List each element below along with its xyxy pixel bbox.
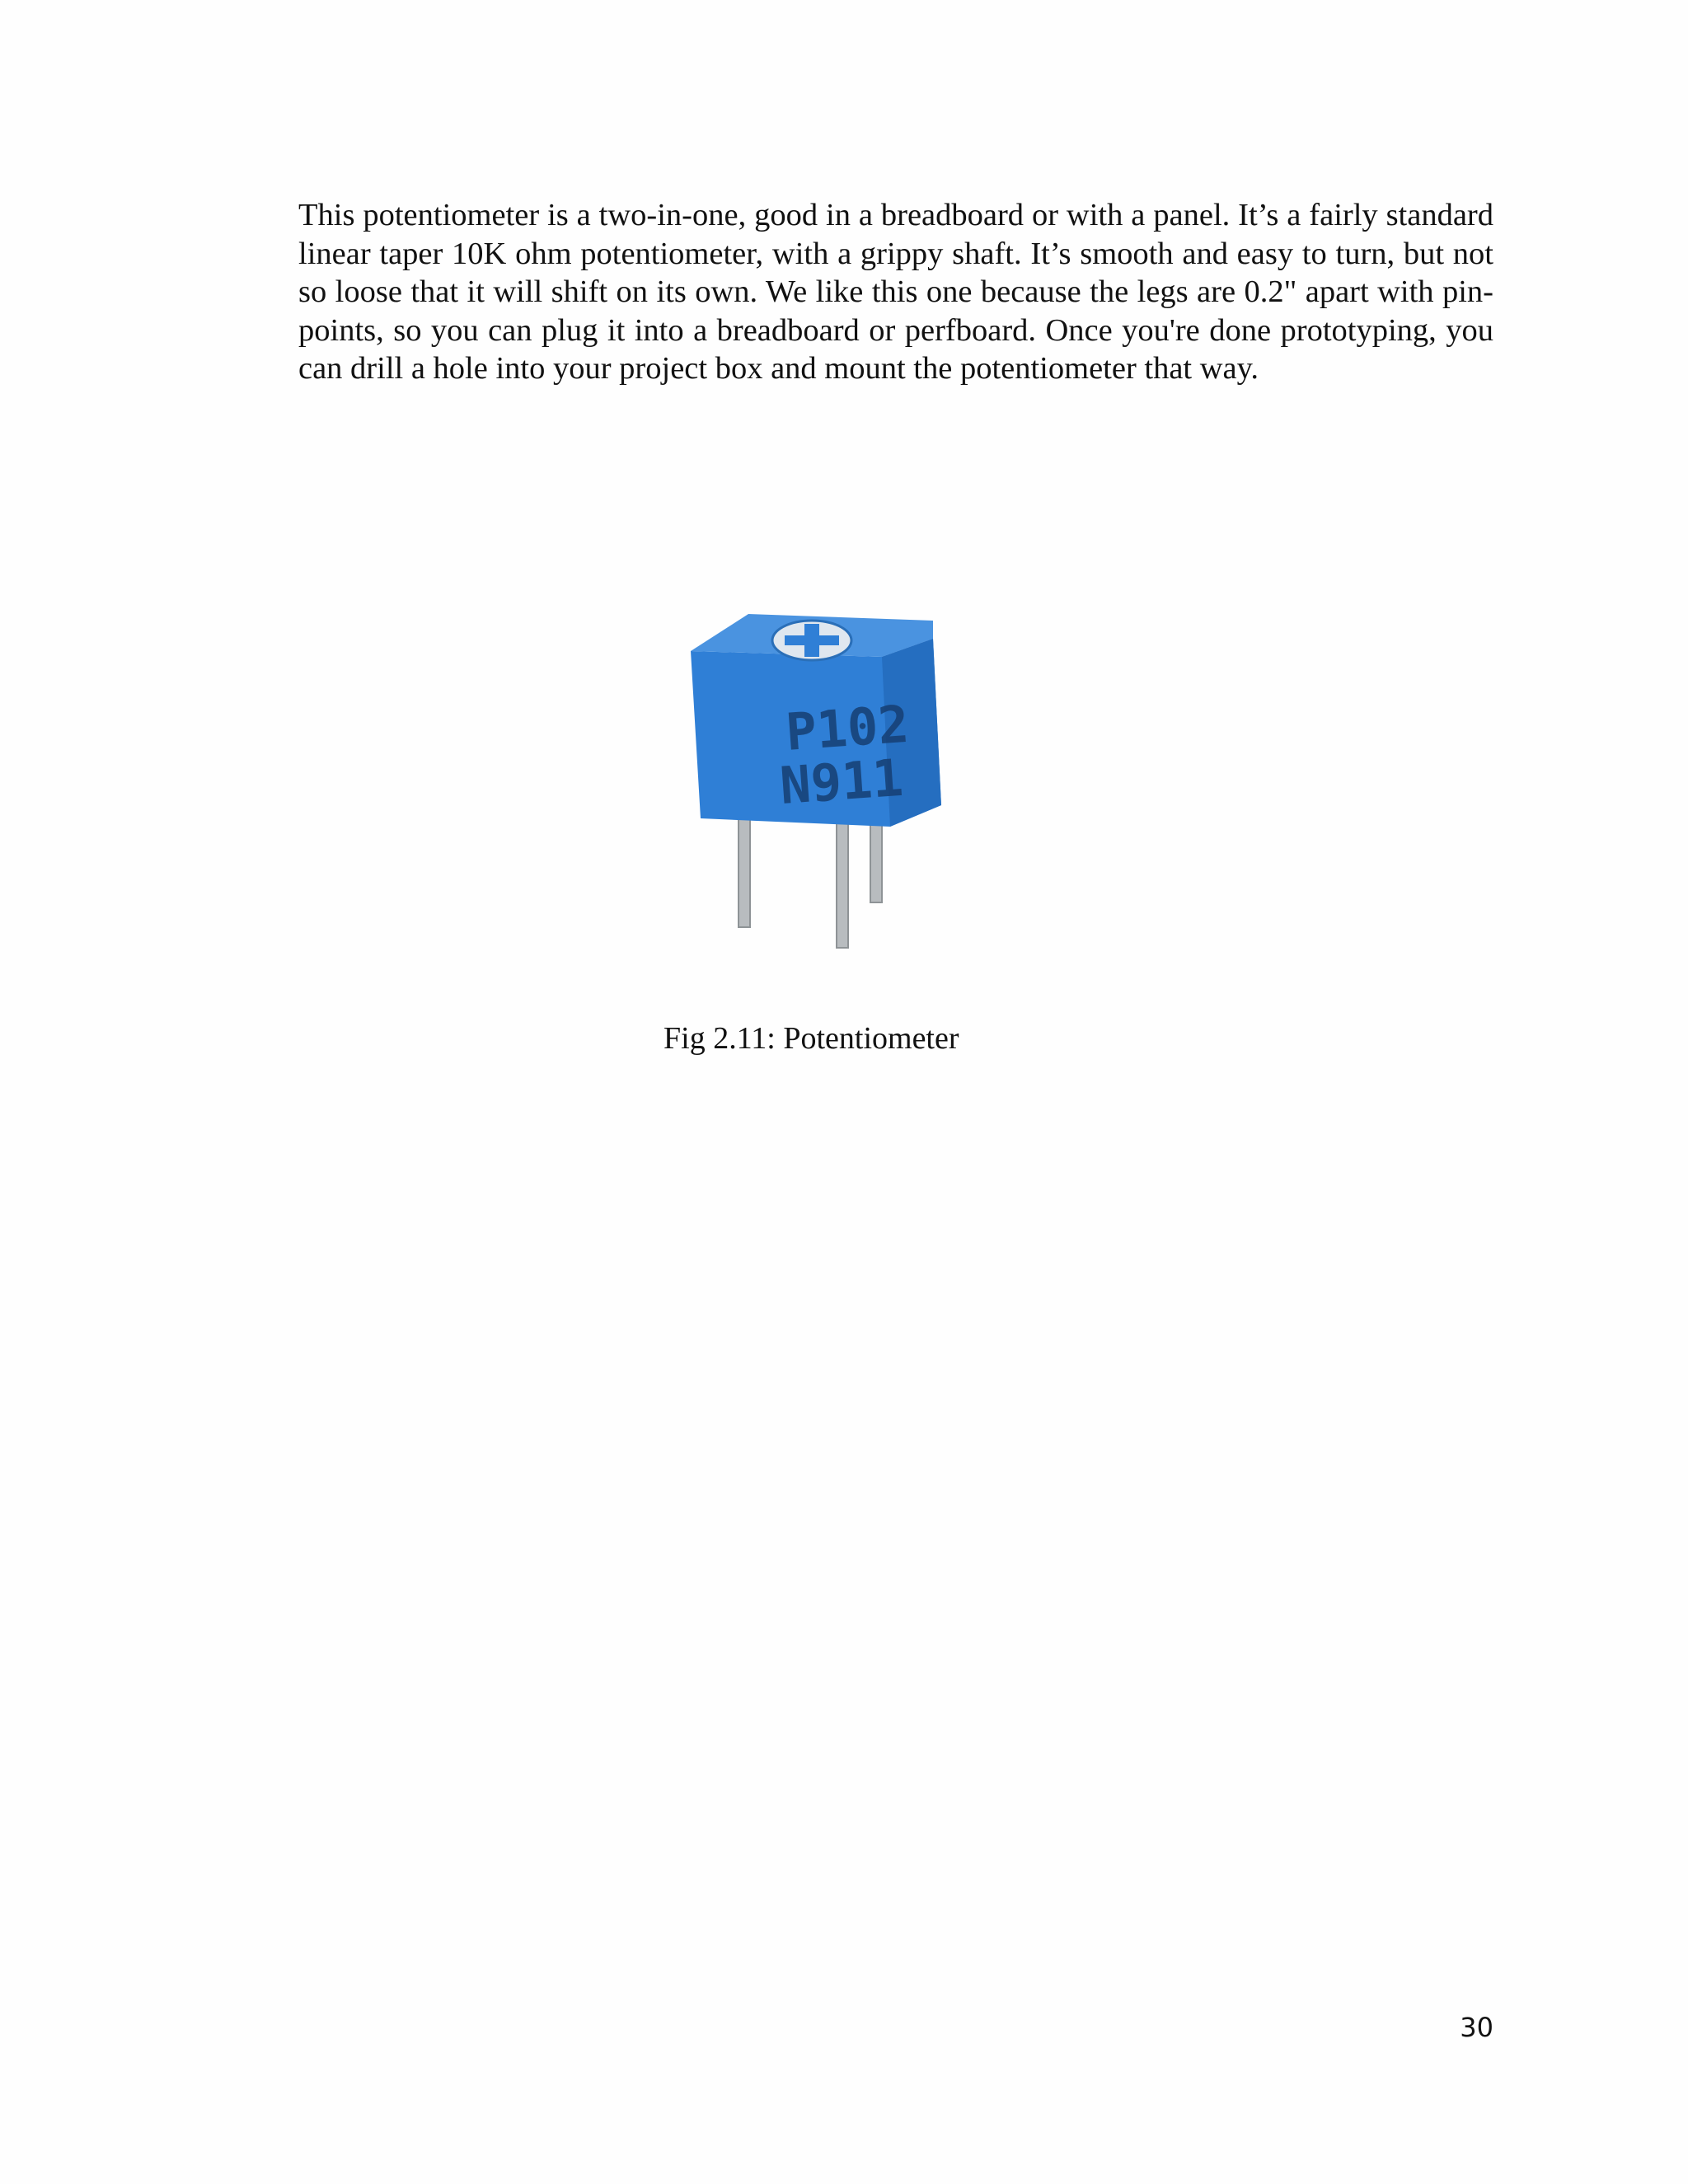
potentiometer-image xyxy=(676,598,973,968)
marking-line1: P102 xyxy=(783,693,911,762)
page-number: 30 xyxy=(1460,2012,1493,2043)
figure-caption: Fig 2.11: Potentiometer xyxy=(663,1021,959,1056)
body-paragraph: This potentiometer is a two-in-one, good in a breadboard or with a panel. It’s a fairly standard linear taper 10K ohm potentiometer, with a grippy shaft. It’s smooth and easy to turn, but not so loose that it will shift on its own. We like this one because the legs are 0.2" apart with pin-points, so you can plug it into a breadboard or perfboard. Once you're done prototyping, you can drill a hole into your project box and mount the potentiometer that way. xyxy=(298,198,1493,386)
marking-line2: N911 xyxy=(777,747,905,816)
potentiometer-figure xyxy=(676,598,973,968)
